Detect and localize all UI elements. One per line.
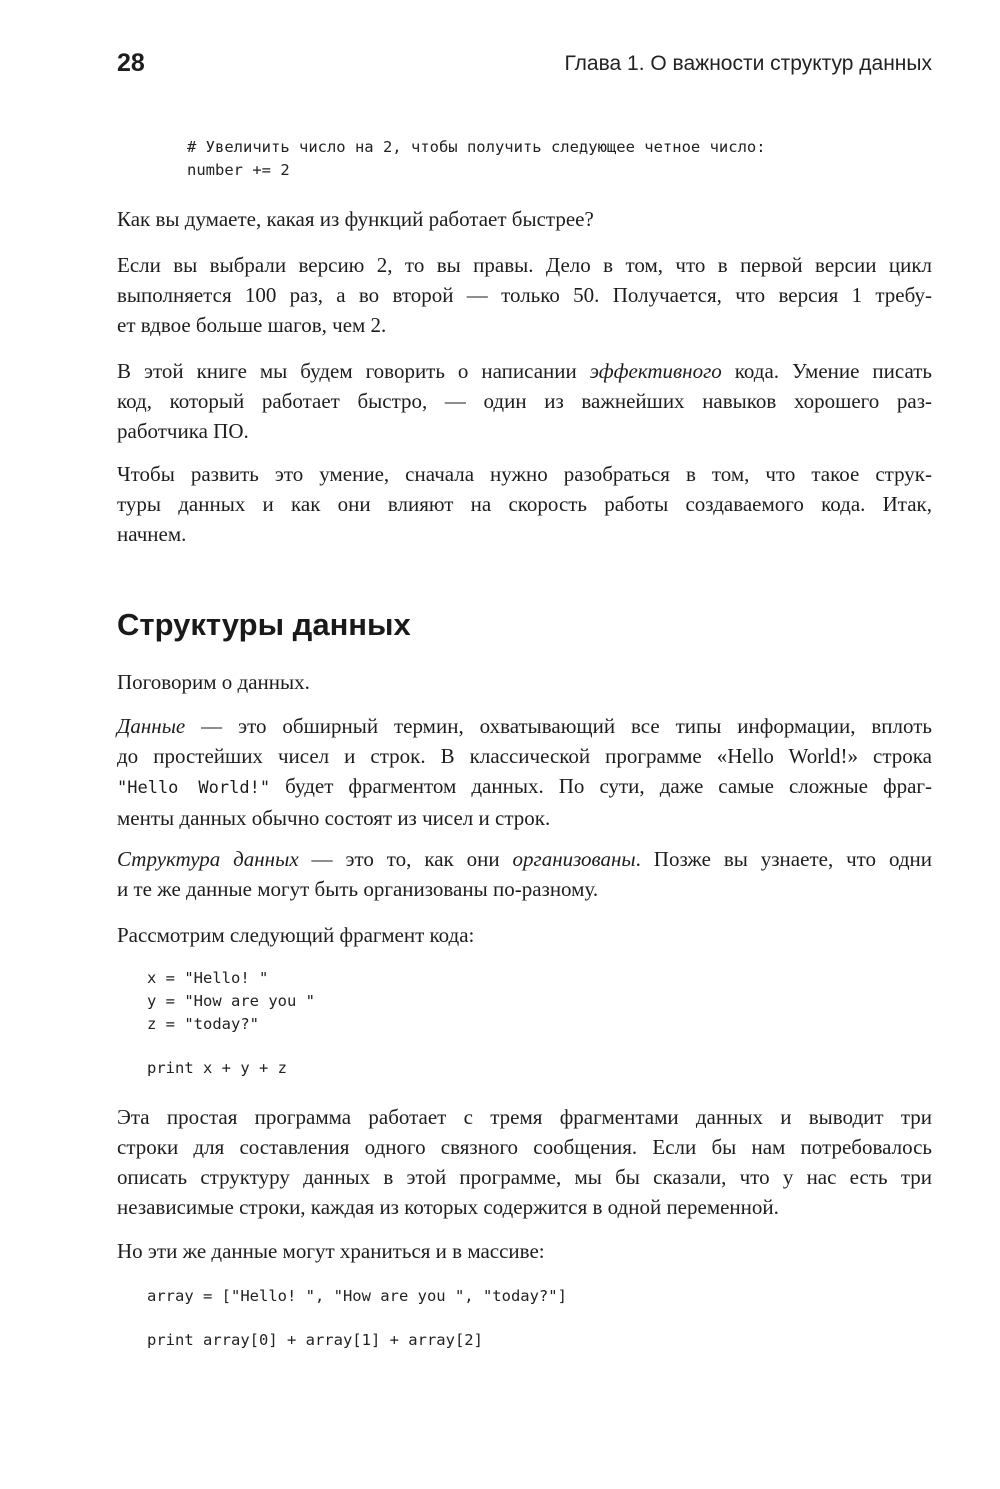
text-line: код, который работает быстро, — один из важнейших навыков хорошего раз-: [117, 389, 932, 413]
text-line: [117, 771, 932, 803]
text-line: туры данных и как они влияют на скорость работы создаваемого кода. Итак,: [117, 492, 932, 516]
code-gap: [147, 1308, 567, 1329]
text-run: . Позже вы узнаете, что одни: [635, 847, 933, 871]
paragraph-consider-code: [117, 920, 932, 950]
text-run: — это обширный термин, охватывающий все типы информации, вплоть: [185, 714, 932, 738]
text-line: [117, 844, 932, 874]
text-line: менты данных обычно состоят из чисел и строк.: [117, 806, 551, 830]
code-line: z = "today?": [147, 1015, 259, 1033]
code-block-top: [187, 136, 766, 182]
text-line: ет вдвое больше шагов, чем 2.: [117, 313, 387, 337]
text-run: кода. Умение писать: [721, 359, 932, 383]
text-line: Если вы выбрали версию 2, то вы правы. Дело в том, что в первой версии цикл: [117, 253, 932, 277]
text-line: [117, 711, 932, 741]
code-gap: [147, 1036, 315, 1057]
text-line: Чтобы развить это умение, сначала нужно разобраться в том, что такое струк-: [117, 462, 932, 486]
paragraph-lets-talk: [117, 667, 932, 697]
text-line: работчика ПО.: [117, 419, 249, 443]
code-line: array = ["Hello! ", "How are you ", "today?"]: [147, 1287, 567, 1305]
text-run: — это то, как они: [298, 847, 513, 871]
section-heading: Структуры данных: [117, 607, 411, 642]
text-line: начнем.: [117, 522, 187, 546]
emphasis-data-structure: Структура данных: [117, 847, 299, 871]
text-line: Рассмотрим следующий фрагмент кода:: [117, 923, 475, 947]
code-line: x = "Hello! ": [147, 969, 269, 987]
paragraph-efficient-code: [117, 356, 932, 446]
emphasis-efficient: эффективного: [589, 359, 722, 383]
running-header: Глава 1. О важности структур данных: [564, 52, 932, 75]
text-line: [117, 356, 932, 386]
text-line: Эта простая программа работает с тремя фрагментами данных и выводит три: [117, 1105, 932, 1129]
code-line: print array[0] + array[1] + array[2]: [147, 1331, 483, 1349]
code-block-variables: [147, 967, 315, 1080]
text-run: будет фрагментом данных. По сути, даже самые сложные фраг-: [270, 774, 933, 798]
text-line: строки для составления одного связного сообщения. Если бы нам потребовалось: [117, 1135, 932, 1159]
paragraph-simple-program: [117, 1102, 932, 1222]
paragraph-array-intro: [117, 1236, 932, 1266]
text-line: выполняется 100 раз, а во второй — только 50. Получается, что версия 1 требу-: [117, 283, 932, 307]
paragraph-answer: [117, 250, 932, 340]
text-line: до простейших чисел и строк. В классической программе «Hello World!» строка: [117, 744, 932, 768]
text-line: описать структуру данных в этой программе, мы бы сказали, что у нас есть три: [117, 1165, 932, 1189]
text-run: В этой книге мы будем говорить о написании: [117, 359, 590, 383]
inline-code-hello-world: "Hello World!": [117, 778, 271, 798]
text-line: и те же данные могут быть организованы по-разному.: [117, 877, 599, 901]
page-number: 28: [117, 49, 145, 77]
code-block-array: [147, 1285, 567, 1352]
emphasis-organized: организованы: [512, 847, 636, 871]
text-line: Поговорим о данных.: [117, 670, 310, 694]
code-line: number += 2: [187, 161, 290, 179]
code-line: print x + y + z: [147, 1059, 287, 1077]
code-line: y = "How are you ": [147, 992, 315, 1010]
paragraph-question: [117, 204, 932, 234]
emphasis-data: Данные: [117, 714, 186, 738]
paragraph-develop-skill: [117, 459, 932, 549]
text-line: Но эти же данные могут храниться и в массиве:: [117, 1239, 545, 1263]
text-line: Как вы думаете, какая из функций работает быстрее?: [117, 207, 594, 231]
code-line: # Увеличить число на 2, чтобы получить следующее четное число:: [187, 138, 766, 156]
paragraph-structure-definition: [117, 844, 932, 904]
text-line: независимые строки, каждая из которых содержится в одной переменной.: [117, 1195, 779, 1219]
paragraph-data-definition: [117, 711, 932, 833]
